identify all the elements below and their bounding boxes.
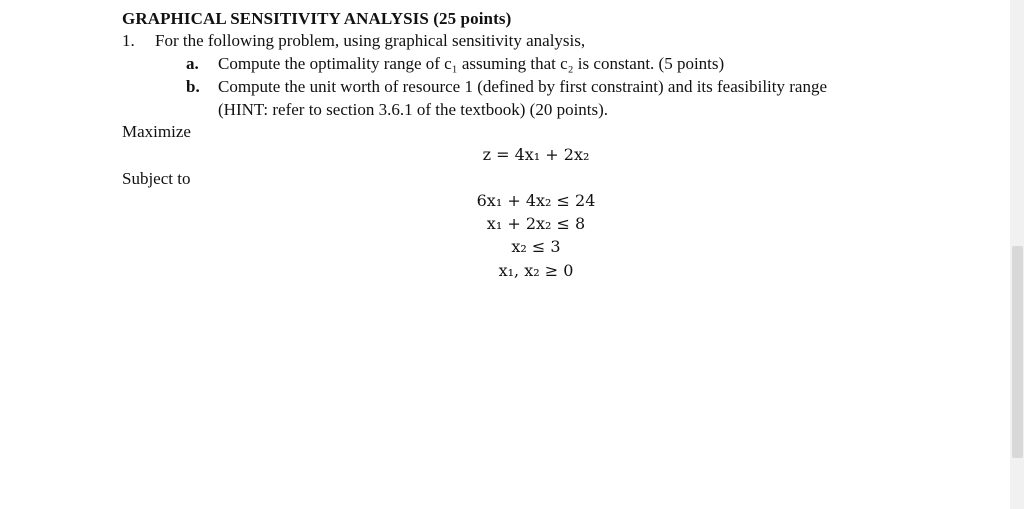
- maximize-label: Maximize: [122, 122, 191, 141]
- problem-title: GRAPHICAL SENSITIVITY ANALYSIS (25 points): [122, 9, 512, 28]
- part-b-hint: (HINT: refer to section 3.6.1 of the textbook) (20 points).: [218, 100, 609, 119]
- nonnegativity-constraint: x₁, x₂ ≥ 0: [498, 261, 574, 280]
- constraint-3: x₂ ≤ 3: [511, 237, 561, 256]
- objective-function: z = 4x₁ + 2x₂: [482, 145, 590, 164]
- constraint-2: x₁ + 2x₂ ≤ 8: [486, 214, 586, 233]
- subject-to-label: Subject to: [122, 169, 191, 188]
- part-a-text: Compute the optimality range of c₁ assuming that c₂ is constant. (5 points): [218, 54, 725, 73]
- scrollbar-thumb[interactable]: [1012, 246, 1023, 458]
- part-b-label: b.: [186, 77, 200, 96]
- part-b-text: Compute the unit worth of resource 1 (defined by first constraint) and its feasibility range: [218, 77, 828, 96]
- constraint-1: 6x₁ + 4x₂ ≤ 24: [476, 191, 596, 210]
- vertical-scrollbar[interactable]: [1010, 0, 1024, 509]
- question-number: 1.: [122, 31, 135, 50]
- question-text: For the following problem, using graphical sensitivity analysis,: [155, 31, 586, 50]
- part-a-label: a.: [186, 54, 199, 73]
